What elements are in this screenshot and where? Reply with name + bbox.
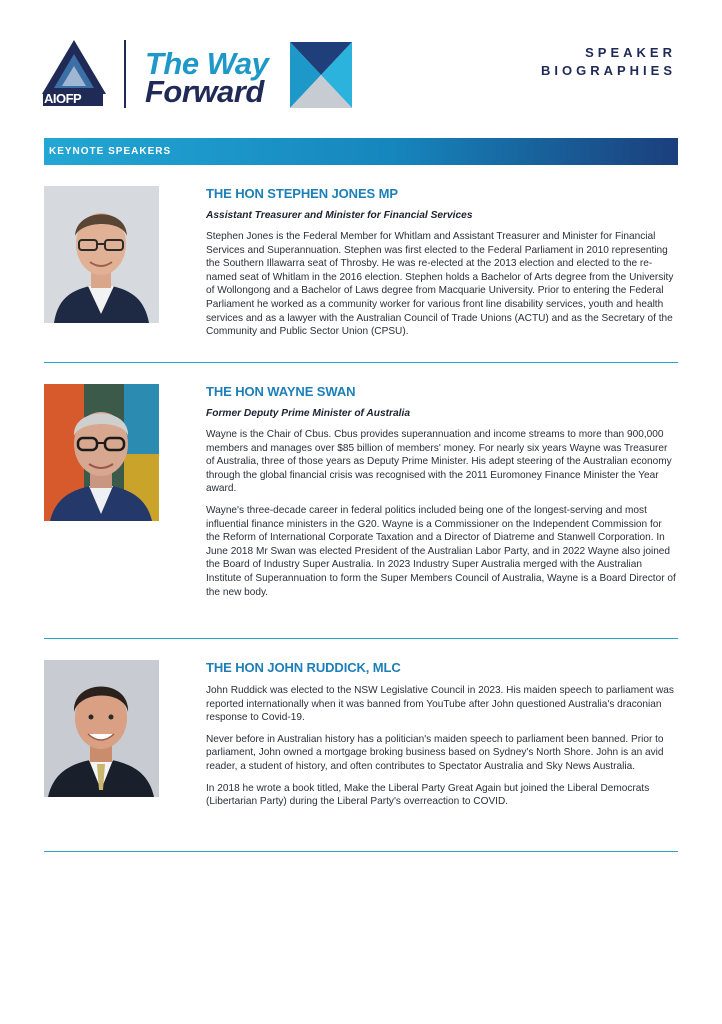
- brand-title-line2: Forward: [145, 74, 264, 109]
- speaker-card-stephen-jones: [44, 186, 678, 356]
- speaker-photo: [44, 384, 159, 521]
- speaker-role: Assistant Treasurer and Minister for Financial Services: [206, 210, 473, 221]
- speaker-text: [206, 186, 676, 347]
- speaker-photo: [44, 660, 159, 797]
- page-header: [0, 0, 722, 130]
- brand-title-line1: The Way: [145, 46, 269, 81]
- speaker-photo: [44, 186, 159, 323]
- speaker-role: Former Deputy Prime Minister of Australia: [206, 408, 410, 419]
- section-divider: [44, 362, 678, 363]
- document-title-line2: BIOGRAPHIES: [540, 63, 676, 78]
- speaker-card-wayne-swan: [44, 384, 678, 624]
- document-title: [541, 44, 676, 80]
- section-title: KEYNOTE SPEAKERS: [49, 146, 172, 157]
- document-title-line1: SPEAKER: [585, 45, 676, 60]
- section-banner: [44, 138, 678, 165]
- speaker-text: [206, 384, 676, 607]
- section-divider: [44, 851, 678, 852]
- speaker-bio-paragraph: Wayne is the Chair of Cbus. Cbus provides superannuation and income streams to more than 900,000 members and manages over $85 billion of members' money. For nearly six years Wayne was Treasurer of Australia, three of those years as Deputy Prime Minister. His adept steering of the Australian economy through the global financial crisis was recognised with the 2011 Euromoney Finance Minister the Year award.: [206, 429, 672, 495]
- section-divider: [44, 638, 678, 639]
- header-divider: [124, 40, 126, 108]
- speaker-name: THE HON STEPHEN JONES MP: [206, 186, 398, 201]
- speaker-name: THE HON JOHN RUDDICK, MLC: [206, 660, 401, 675]
- brand-triangle-icon: [290, 42, 352, 108]
- speaker-bio-paragraph: Stephen Jones is the Federal Member for Whitlam and Assistant Treasurer and Minister for Financial Services and Superannuation. Stephen was first elected to the Federal Parliament in 2010 representing the Southern Illawarra seat of Throsby. He was re-elected at the 2013 election and elected to the re-named seat of Whitlam in the 2016 election. Stephen holds a Bachelor of Arts degree from the University of Wollongong and a Bachelor of Laws degree from Macquarie University. Prior to entering the Federal Parliament he worked as a community worker for various front line disability services, youth and health services and as a lawyer with the Australian Council of Trade Unions (ACTU) and as the Secretary of the Community and Public Sector Union (CPSU).: [206, 231, 674, 338]
- speaker-bio-paragraph: In 2018 he wrote a book titled, Make the Liberal Party Great Again but joined the Liberal Democrats (Libertarian Party) during the Liberal Party's overreaction to COVID.: [206, 782, 650, 808]
- speaker-bio-paragraph: Wayne's three-decade career in federal politics included being one of the longest-serving and most influential finance ministers in the G20. Wayne is a Commissioner on the Independent Commission for the Reform of International Corporate Taxation and a Director of Diatreme and Stanwell Corporation. In June 2018 Mr Swan was elected President of the Australian Labor Party, and in 2022 Wayne also joined the Board of Industry Super Australia. In 2023 Industry Super Australia merged with the Australian Institute of Superannuation to form the Super Members Council of Australia, Wayne is a Board Director of the new body.: [206, 504, 676, 598]
- speaker-card-john-ruddick: [44, 660, 678, 840]
- aiofp-logo-text: AIOFP: [44, 91, 82, 106]
- speaker-name: THE HON WAYNE SWAN: [206, 384, 356, 399]
- speaker-bio-paragraph: John Ruddick was elected to the NSW Legislative Council in 2023. His maiden speech to parliament was reported internationally when it was banned from YouTube after John questioned Australia's draconian response to Covid-19.: [206, 685, 674, 724]
- brand-title: [145, 46, 269, 109]
- speaker-bio-paragraph: Never before in Australian history has a politician's maiden speech to parliament been banned. Prior to parliament, John owned a mortgage broking business based on Sydney's North Shore. John is an avid reader, a student of history, and often contributes to Spectator Australia and Sky News Australia.: [206, 733, 664, 772]
- speaker-text: [206, 660, 676, 817]
